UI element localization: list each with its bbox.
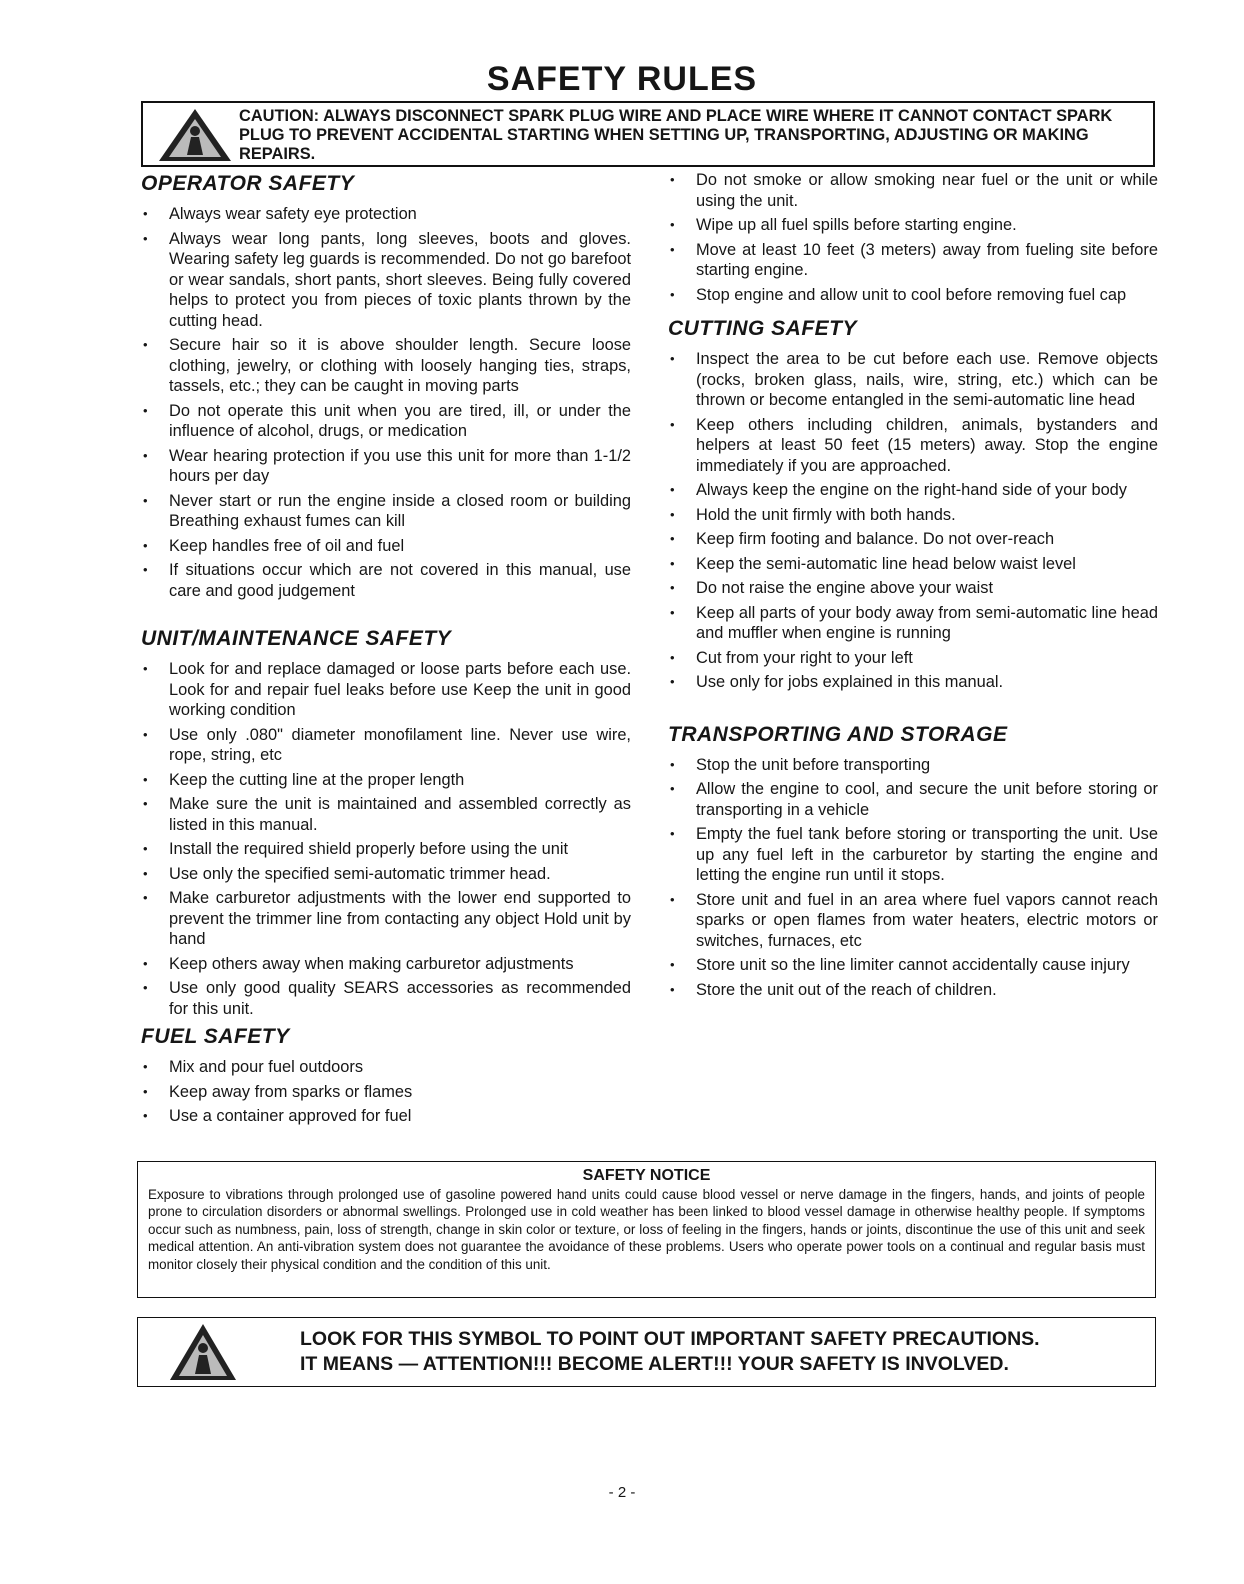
safety-notice-body: Exposure to vibrations through prolonged use of gasoline powered hand units could cause blood vessel or nerve damage in the fingers, hands, and joints of people prone to circulation disorders or abnormal swellings. Prolonged use in cold weather has been linked to blood vessel damage in otherwise healthy people. If symptoms occur such as numbness, pain, loss of strength, change in skin color or texture, or loss of feeling in the fingers, hands or joints, discontinue the use of this unit and seek medical attention. An anti-vibration system does not guarantee the avoidance of these problems. Users who operate power tools on a continual and regular basis must monitor closely their physical condition and the condition of this unit. — [148, 1187, 1145, 1272]
unit-maintenance-safety-heading: UNIT/MAINTENANCE SAFETY — [141, 627, 452, 650]
list-item: • Always wear long pants, long sleeves, boots and gloves. Wearing safety leg guards is recommended. Do not go barefoot or wear sandals, short pants, short sleeves. Being fully covered helps to protect you from pieces of toxic plants thrown by the cutting head. — [141, 229, 631, 332]
list-item: • Make sure the unit is maintained and assembled correctly as listed in this manual. — [141, 794, 631, 835]
caution-box — [141, 101, 1155, 167]
list-item: • Keep away from sparks or flames — [141, 1082, 631, 1103]
operator-safety-heading: OPERATOR SAFETY — [141, 172, 355, 195]
list-item: • Cut from your right to your left — [668, 648, 1158, 669]
list-item: • Move at least 10 feet (3 meters) away from fueling site before starting engine. — [668, 240, 1158, 281]
list-item: • Store the unit out of the reach of children. — [668, 980, 1158, 1001]
list-item: • Use only the specified semi-automatic trimmer head. — [141, 864, 631, 885]
list-item: • Keep the cutting line at the proper length — [141, 770, 631, 791]
list-item: • Use only .080" diameter monofilament line. Never use wire, rope, string, etc — [141, 725, 631, 766]
safety-notice-box — [137, 1161, 1156, 1298]
symbol-notice-box — [137, 1317, 1156, 1387]
list-item: • Keep the semi-automatic line head below waist level — [668, 554, 1158, 575]
left-column — [141, 170, 631, 1131]
warning-triangle-icon — [157, 107, 233, 163]
list-item: • Keep all parts of your body away from semi-automatic line head and muffler when engine is running — [668, 603, 1158, 644]
list-item: • Store unit so the line limiter cannot accidentally cause injury — [668, 955, 1158, 976]
list-item: • Do not operate this unit when you are tired, ill, or under the influence of alcohol, drugs, or medication — [141, 401, 631, 442]
list-item: • Always keep the engine on the right-hand side of your body — [668, 480, 1158, 501]
list-item: • Wipe up all fuel spills before starting engine. — [668, 215, 1158, 236]
fuel-safety-list-left — [141, 1057, 631, 1127]
list-item: • Store unit and fuel in an area where fuel vapors cannot reach sparks or open flames from water heaters, electric motors or switches, furnaces, etc — [668, 890, 1158, 952]
list-item: • Look for and replace damaged or loose parts before each use. Look for and repair fuel leaks before use Keep the unit in good working condition — [141, 659, 631, 721]
list-item: • Inspect the area to be cut before each use. Remove objects (rocks, broken glass, nails, wire, string, etc.) which can be thrown or become entangled in the semi-automatic line head — [668, 349, 1158, 411]
list-item: • Empty the fuel tank before storing or transporting the unit. Use up any fuel left in the carburetor by starting the engine and letting the engine run until it stops. — [668, 824, 1158, 886]
page-number: - 2 - — [608, 1484, 636, 1501]
list-item: • Secure hair so it is above shoulder length. Secure loose clothing, jewelry, or clothing with loosely hanging ties, straps, tassels, etc.; they can be caught in moving parts — [141, 335, 631, 397]
list-item: • Use only good quality SEARS accessories as recommended for this unit. — [141, 978, 631, 1019]
list-item: • If situations occur which are not covered in this manual, use care and good judgement — [141, 560, 631, 601]
list-item: • Use a container approved for fuel — [141, 1106, 631, 1127]
symbol-notice-line-2: IT MEANS — ATTENTION!!! BECOME ALERT!!! YOUR SAFETY IS INVOLVED. — [300, 1353, 1009, 1375]
fuel-safety-list-right — [668, 170, 1158, 305]
list-item: • Never start or run the engine inside a closed room or building Breathing exhaust fumes can kill — [141, 491, 631, 532]
list-item: • Mix and pour fuel outdoors — [141, 1057, 631, 1078]
list-item: • Use only for jobs explained in this manual. — [668, 672, 1158, 693]
operator-safety-list — [141, 204, 631, 601]
list-item: • Stop engine and allow unit to cool before removing fuel cap — [668, 285, 1158, 306]
cutting-safety-heading: CUTTING SAFETY — [668, 317, 857, 340]
list-item: • Do not raise the engine above your waist — [668, 578, 1158, 599]
warning-triangle-icon — [168, 1322, 238, 1382]
caution-text: CAUTION: ALWAYS DISCONNECT SPARK PLUG WIRE AND PLACE WIRE WHERE IT CANNOT CONTACT SPARK PLUG TO PREVENT ACCIDENTAL STARTING WHEN SETTING UP, TRANSPORTING, ADJUSTING OR MAKING REPAIRS. — [239, 107, 1113, 163]
list-item: • Install the required shield properly before using the unit — [141, 839, 631, 860]
symbol-notice-text — [300, 1327, 1040, 1377]
list-item: • Always wear safety eye protection — [141, 204, 631, 225]
cutting-safety-list — [668, 349, 1158, 693]
right-column — [668, 170, 1158, 1004]
list-item: • Keep others including children, animals, bystanders and helpers at least 50 feet (15 meters) away. Stop the engine immediately if you are approached. — [668, 415, 1158, 477]
list-item: • Do not smoke or allow smoking near fuel or the unit or while using the unit. — [668, 170, 1158, 211]
list-item: • Stop the unit before transporting — [668, 755, 1158, 776]
list-item: • Make carburetor adjustments with the lower end supported to prevent the trimmer line from contacting any object Hold unit by hand — [141, 888, 631, 950]
fuel-safety-heading: FUEL SAFETY — [141, 1025, 290, 1048]
safety-notice-title: SAFETY NOTICE — [582, 1167, 711, 1184]
unit-maintenance-safety-list — [141, 659, 631, 1019]
page-title: SAFETY RULES — [486, 60, 758, 98]
list-item: • Keep handles free of oil and fuel — [141, 536, 631, 557]
list-item: • Hold the unit firmly with both hands. — [668, 505, 1158, 526]
list-item: • Wear hearing protection if you use this unit for more than 1-1/2 hours per day — [141, 446, 631, 487]
list-item: • Keep firm footing and balance. Do not over-reach — [668, 529, 1158, 550]
symbol-notice-line-1: LOOK FOR THIS SYMBOL TO POINT OUT IMPORTANT SAFETY PRECAUTIONS. — [300, 1328, 1040, 1350]
transporting-storage-list — [668, 755, 1158, 1001]
list-item: • Allow the engine to cool, and secure the unit before storing or transporting in a vehicle — [668, 779, 1158, 820]
list-item: • Keep others away when making carburetor adjustments — [141, 954, 631, 975]
transporting-storage-heading: TRANSPORTING AND STORAGE — [668, 722, 1008, 746]
